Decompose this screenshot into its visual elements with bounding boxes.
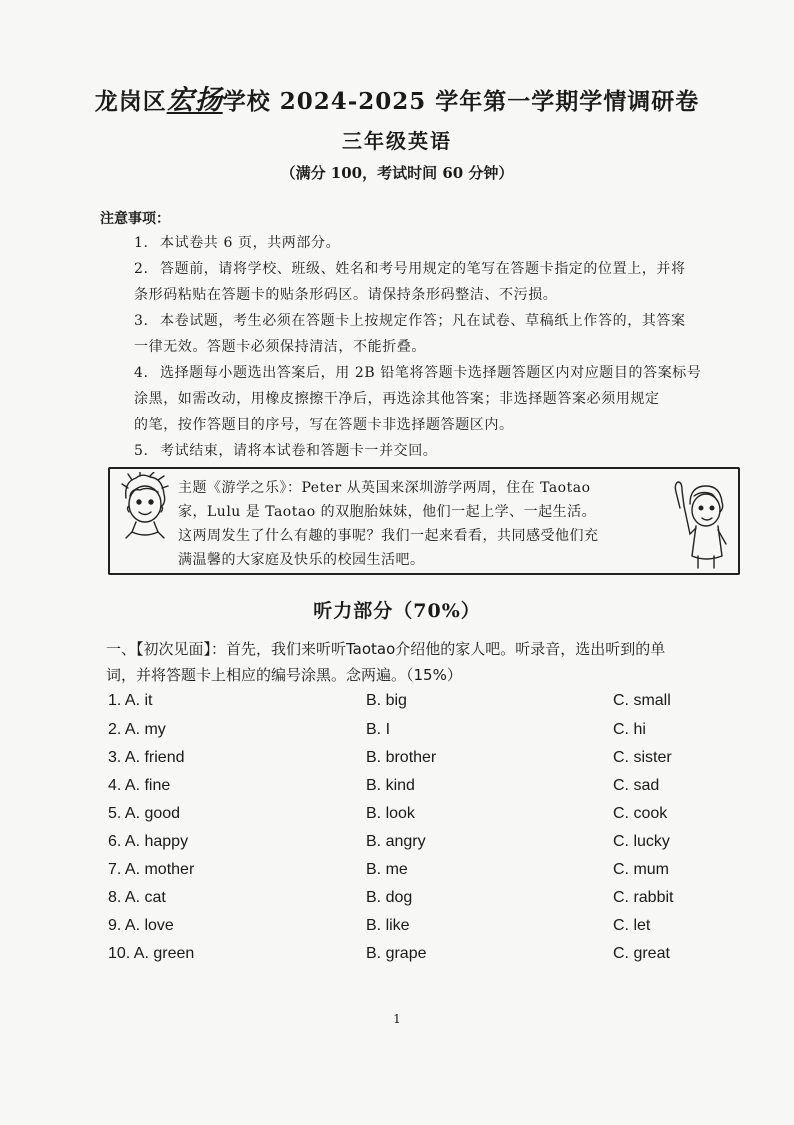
exam-subtitle: 三年级英语 (342, 129, 452, 153)
q1-item-1-option-b: B. big (366, 692, 407, 709)
q1-item-3-option-c: C. sister (613, 749, 672, 766)
theme-line-3: 这两周发生了什么有趣的事呢？我们一起来看看，共同感受他们充 (178, 528, 599, 544)
page-number: 1 (393, 1012, 401, 1026)
q1-item-10-option-c: C. great (613, 945, 670, 962)
note-4-num: 4. (134, 365, 149, 381)
q1-item-5-option-c: C. cook (613, 805, 668, 822)
note-5-num: 5. (134, 443, 149, 459)
waving-girl-illustration (668, 478, 730, 570)
note-2-line-1: 答题前，请将学校、班级、姓名和考号用规定的笔写在答题卡指定的位置上，并将 (160, 261, 686, 277)
q1-item-1-option-a: 1. A. it (108, 692, 153, 709)
q1-item-5-option-a: 5. A. good (108, 805, 181, 822)
q1-item-9-option-b: B. like (366, 917, 410, 934)
q1-item-3-option-b: B. brother (366, 749, 437, 766)
title-district: 龙岗区 (94, 88, 167, 115)
q1-item-2-option-c: C. hi (613, 721, 646, 738)
q1-item-6-option-a: 6. A. happy (108, 833, 189, 850)
note-3-line-1: 本卷试题，考生必须在答题卡上按规定作答；凡在试卷、草稿纸上作答的，其答案 (160, 313, 686, 329)
q1-item-5-option-b: B. look (366, 805, 415, 822)
note-1-line-1: 本试卷共 6 页，共两部分。 (160, 235, 341, 251)
q1-item-4-option-a: 4. A. fine (108, 777, 171, 794)
q1-item-6-option-c: C. lucky (613, 833, 670, 850)
title-suffix: 学校 2024-2025 学年第一学期学情调研卷 (222, 88, 700, 115)
q1-item-3-option-a: 3. A. friend (108, 749, 185, 766)
note-4-line-2: 涂黑，如需改动，用橡皮擦擦干净后，再选涂其他答案；非选择题答案必须用规定 (134, 391, 660, 407)
q1-item-10-option-a: 10. A. green (108, 945, 195, 962)
question-1-heading-line-1: 一、【初次见面】：首先，我们来听听Taotao介绍他的家人吧。听录音，选出听到的单 (106, 640, 666, 658)
q1-item-4-option-b: B. kind (366, 777, 415, 794)
q1-item-10-option-b: B. grape (366, 945, 427, 962)
q1-item-2-option-a: 2. A. my (108, 721, 166, 738)
question-1-heading (106, 636, 738, 688)
note-3-num: 3. (134, 313, 149, 329)
theme-text (178, 476, 658, 572)
note-4-line-3: 的笔，按作答题目的序号，写在答题卡非选择题答题区内。 (134, 417, 514, 433)
section-title: 听力部分（70%） (313, 600, 481, 622)
q1-item-1-option-c: C. small (613, 692, 671, 709)
notes-heading: 注意事项： (100, 211, 170, 227)
title-handwritten-school: 宏扬 (166, 85, 223, 116)
note-3-line-2: 一律无效。答题卡必须保持清洁，不能折叠。 (134, 339, 426, 355)
boy-portrait-illustration (118, 472, 172, 542)
q1-item-7-option-a: 7. A. mother (108, 861, 195, 878)
q1-item-2-option-b: B. I (366, 721, 391, 738)
q1-item-9-option-a: 9. A. love (108, 917, 174, 934)
exam-title (0, 78, 794, 117)
question-1-heading-line-2: 词，并将答题卡上相应的编号涂黑。念两遍。（15%） (106, 666, 462, 684)
note-5-line-1: 考试结束，请将本试卷和答题卡一并交回。 (160, 443, 438, 459)
q1-item-7-option-b: B. me (366, 861, 408, 878)
q1-item-9-option-c: C. let (613, 917, 651, 934)
q1-item-8-option-c: C. rabbit (613, 889, 674, 906)
theme-line-1: 主题《游学之乐》：Peter 从英国来深圳游学两周，住在 Taotao (178, 480, 591, 496)
note-1-num: 1. (134, 235, 149, 251)
q1-item-8-option-b: B. dog (366, 889, 413, 906)
note-4-line-1: 选择题每小题选出答案后，用 2B 铅笔将答题卡选择题答题区内对应题目的答案标号 (160, 365, 702, 381)
q1-item-7-option-c: C. mum (613, 861, 669, 878)
q1-item-4-option-c: C. sad (613, 777, 660, 794)
q1-item-8-option-a: 8. A. cat (108, 889, 166, 906)
q1-item-6-option-b: B. angry (366, 833, 426, 850)
note-2-num: 2. (134, 261, 149, 277)
theme-line-4: 满温馨的大家庭及快乐的校园生活吧。 (178, 552, 425, 568)
score-info: （满分 100，考试时间 60 分钟） (280, 164, 514, 182)
theme-line-2: 家，Lulu 是 Taotao 的双胞胎妹妹，他们一起上学、一起生活。 (178, 504, 597, 520)
note-2-line-2: 条形码粘贴在答题卡的贴条形码区。请保持条形码整洁、不污损。 (134, 287, 558, 303)
